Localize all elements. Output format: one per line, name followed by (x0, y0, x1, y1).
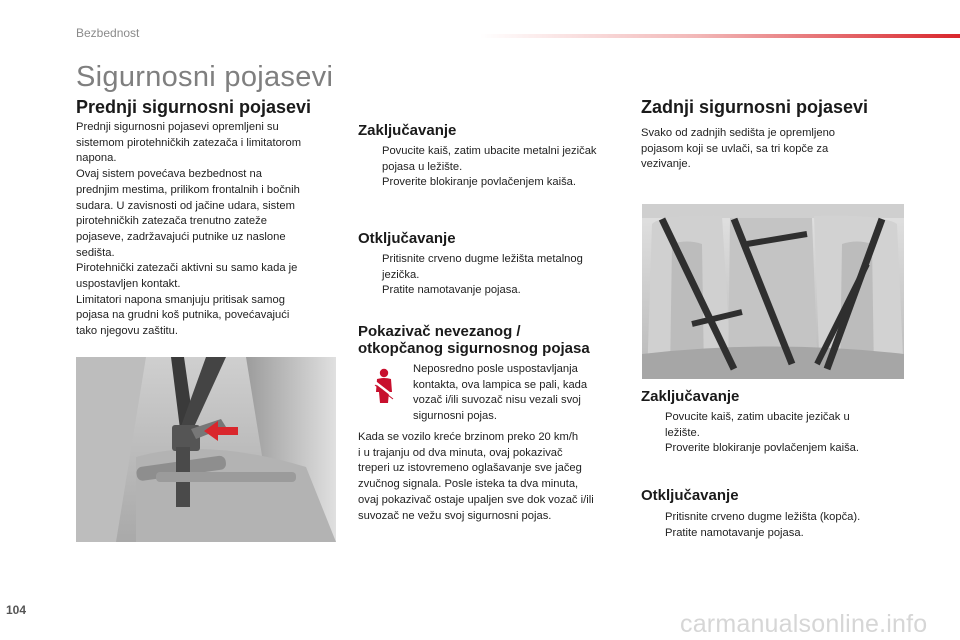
text-line: zvučnog signala. Posle isteka ta dva minuta, (358, 478, 579, 491)
unlock-steps (361, 252, 631, 299)
text-line: pojasa u ležište. (382, 160, 463, 173)
text-line: Kada se vozilo kreće brzinom preko 20 km/h (358, 431, 579, 443)
rear-belts-heading: Zadnji sigurnosni pojasevi (641, 97, 869, 117)
front-belts-heading: Prednji sigurnosni pojasevi (76, 97, 312, 117)
rear-lock-heading: Zaključavanje (641, 388, 740, 405)
text-line: sistemom pirotehničkih zatezača i limitatorom (76, 136, 302, 149)
text-line: Prednji sigurnosni pojasevi opremljeni su (76, 121, 279, 133)
list-item (644, 441, 934, 457)
rear-lock-steps (644, 410, 934, 457)
rear-unlock-heading: Otključavanje (641, 487, 739, 504)
list-item (361, 175, 631, 191)
page-title: Sigurnosni pojasevi (76, 61, 334, 93)
text-line: suvozač ne vežu svoj sigurnosni pojas. (358, 509, 552, 522)
text-line: pojaseve, zadržavajući putnike uz naslone (76, 230, 286, 243)
text-line: ovaj pokazivač ostaje upaljen sve dok vozač i/ili (358, 493, 594, 506)
list-item (644, 526, 934, 542)
text-line: pojasa na grudni koš putnika, povećavajući (76, 309, 290, 322)
rear-seatbelt-photo (642, 204, 904, 379)
text-line: sigurnosni pojas. (413, 410, 497, 423)
text-line: Pratite namotavanje pojasa. (665, 526, 804, 539)
text-line: i u trajanju od dva minuta, ovaj pokazivač (358, 446, 563, 459)
section-label: Bezbednost (76, 26, 140, 40)
list-item (361, 252, 631, 283)
text-line: Limitatori napona smanjuju pritisak samog (76, 293, 285, 306)
text-line: vozač i/ili suvozač nisu vezali svoj (413, 394, 581, 407)
text-line: sudara. U zavisnosti od jačine udara, sistem (76, 199, 295, 212)
page-number: 104 (6, 603, 27, 617)
rear-belts-text (641, 126, 835, 173)
text-line: Pritisnite crveno dugme ležišta metalnog (382, 253, 583, 265)
text-line: treperi uz istovremeno oglašavanje sve jačeg (358, 462, 582, 475)
text-line: jezička. (382, 268, 420, 281)
text-line: uspostavljen kontakt. (76, 278, 181, 291)
front-seatbelt-photo (76, 357, 336, 542)
seatbelt-warning-icon (371, 368, 397, 404)
rear-unlock-steps (644, 510, 934, 541)
indicator-drive-text (358, 430, 594, 524)
list-item (361, 283, 631, 299)
indicator-heading (358, 323, 590, 357)
indicator-text (413, 362, 587, 425)
text-line: Ovaj sistem povećava bezbednost na (76, 168, 262, 181)
text-line: Proverite blokiranje povlačenjem kaiša. (382, 176, 577, 189)
text-line: Svako od zadnjih sedišta je opremljeno (641, 127, 836, 139)
list-item (644, 410, 934, 441)
text-line: pirotehničkih zatezača trenutno zateže (76, 215, 267, 228)
watermark: carmanualsonline.info (680, 610, 928, 638)
text-line: Pirotehnički zatezači aktivni su samo kada je (76, 262, 298, 275)
header-accent-bar (480, 34, 960, 38)
text-line: kontakta, ova lampica se pali, kada (413, 378, 588, 391)
text-line: napona. (76, 152, 117, 165)
unlock-heading: Otključavanje (358, 230, 456, 247)
text-line: Pratite namotavanje pojasa. (382, 284, 521, 297)
text-line: Pritisnite crveno dugme ležišta (kopča). (665, 511, 861, 523)
text-line: Proverite blokiranje povlačenjem kaiša. (665, 442, 860, 455)
text-line: prednjim mestima, prilikom frontalnih i bočnih (76, 183, 300, 196)
list-item (361, 144, 631, 175)
text-line: sedišta. (76, 246, 115, 259)
heading-line: otkopčanog sigurnosnog pojasa (358, 340, 590, 357)
text-line: Povucite kaiš, zatim ubacite jezičak u (665, 411, 850, 423)
lock-steps (361, 144, 631, 191)
text-line: Povucite kaiš, zatim ubacite metalni jezičak (382, 145, 597, 157)
text-line: vezivanje. (641, 158, 691, 171)
text-line: tako njegovu zaštitu. (76, 325, 178, 338)
lock-heading: Zaključavanje (358, 122, 457, 139)
text-line: ležište. (665, 426, 700, 439)
list-item (644, 510, 934, 526)
front-belts-text (76, 120, 301, 340)
text-line: pojasom koji se uvlači, sa tri kopče za (641, 142, 829, 155)
text-line: Neposredno posle uspostavljanja (413, 363, 578, 375)
heading-line: Pokazivač nevezanog / (358, 323, 521, 340)
